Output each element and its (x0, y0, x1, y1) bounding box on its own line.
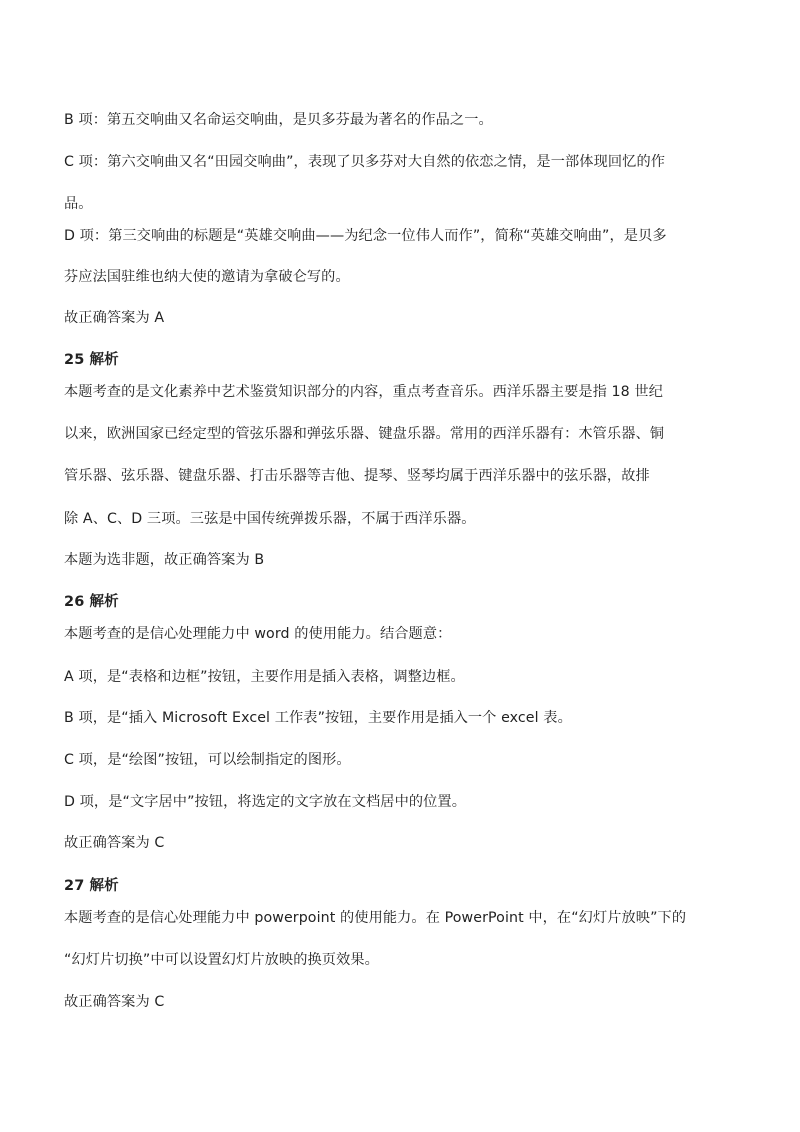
answer-24: 故正确答案为 A (64, 310, 165, 326)
paragraph-26-option-c: C 项，是“绘图”按钮，可以绘制指定的图形。 (64, 752, 351, 768)
paragraph-25-line-1: 本题考查的是文化素养中艺术鉴赏知识部分的内容，重点考查音乐。西洋乐器主要是指 18 世纪 (64, 384, 663, 400)
paragraph-option-c-continued: 品。 (64, 196, 93, 212)
paragraph-27-line-2: “幻灯片切换”中可以设置幻灯片放映的换页效果。 (64, 952, 379, 968)
paragraph-option-c: C 项：第六交响曲又名“田园交响曲”，表现了贝多芬对大自然的依恋之情，是一部体现回忆的作 (64, 154, 666, 170)
heading-27: 27 解析 (64, 878, 119, 894)
paragraph-25-line-4: 除 A、C、D 三项。三弦是中国传统弹拨乐器，不属于西洋乐器。 (64, 511, 476, 527)
paragraph-26-intro: 本题考查的是信心处理能力中 word 的使用能力。结合题意： (64, 626, 452, 642)
paragraph-option-d-continued: 芬应法国驻维也纳大使的邀请为拿破仑写的。 (64, 269, 350, 285)
paragraph-26-option-d: D 项，是“文字居中”按钮，将选定的文字放在文档居中的位置。 (64, 794, 467, 810)
paragraph-26-option-b: B 项，是“插入 Microsoft Excel 工作表”按钮，主要作用是插入一个 excel 表。 (64, 710, 572, 726)
heading-25: 25 解析 (64, 352, 119, 368)
paragraph-25-line-2: 以来，欧洲国家已经定型的管弦乐器和弹弦乐器、键盘乐器。常用的西洋乐器有：木管乐器、铜 (64, 426, 665, 442)
paragraph-option-b: B 项：第五交响曲又名命运交响曲，是贝多芬最为著名的作品之一。 (64, 112, 493, 128)
paragraph-option-d: D 项：第三交响曲的标题是“英雄交响曲——为纪念一位伟人而作”，简称“英雄交响曲”，是贝多 (64, 228, 667, 244)
answer-25: 本题为选非题，故正确答案为 B (64, 552, 265, 568)
answer-26: 故正确答案为 C (64, 835, 165, 851)
heading-26: 26 解析 (64, 594, 119, 610)
paragraph-25-line-3: 管乐器、弦乐器、键盘乐器、打击乐器等吉他、提琴、竖琴均属于西洋乐器中的弦乐器，故排 (64, 468, 650, 484)
paragraph-27-line-1: 本题考查的是信心处理能力中 powerpoint 的使用能力。在 PowerPoint 中，在“幻灯片放映”下的 (64, 910, 687, 926)
answer-27: 故正确答案为 C (64, 994, 165, 1010)
paragraph-26-option-a: A 项，是“表格和边框”按钮，主要作用是插入表格，调整边框。 (64, 669, 465, 685)
